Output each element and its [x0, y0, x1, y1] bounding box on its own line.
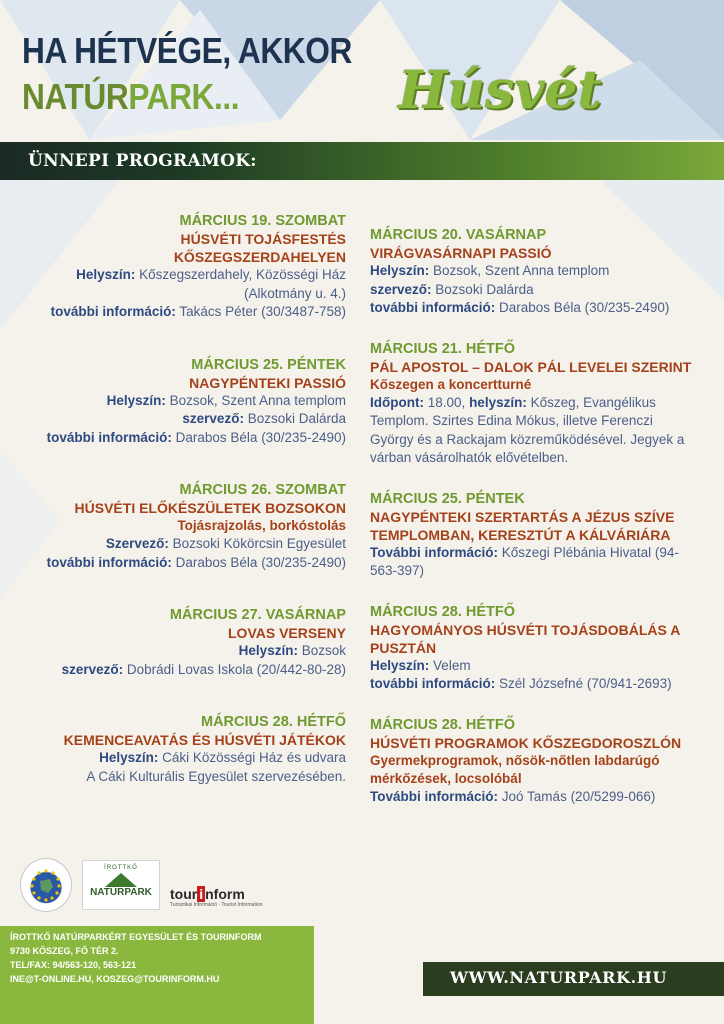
- headline-line2: [22, 76, 239, 118]
- event-title: HÚSVÉTI TOJÁSFESTÉS: [180, 231, 346, 247]
- event-title: HAGYOMÁNYOS HÚSVÉTI TOJÁSDOBÁLÁS A PUSZTÁN: [370, 621, 680, 656]
- event-value: Darabos Béla (30/235-2490): [175, 429, 346, 445]
- event-line: [370, 788, 700, 807]
- event-value: Kőszegszerdahely, Közösségi Ház: [139, 267, 346, 282]
- event-title: VIRÁGVASÁRNAPI PASSIÓ: [370, 245, 552, 261]
- event-date: MÁRCIUS 21. HÉTFŐ: [370, 340, 516, 357]
- event: [370, 226, 700, 318]
- event-value: Bozsoki Dalárda: [435, 281, 534, 297]
- event: [30, 713, 346, 786]
- event-title: PÁL APOSTOL – DALOK PÁL LEVELEI SZERINT: [370, 358, 692, 375]
- footer-phone: TEL/FAX: 94/563-120, 563-121: [10, 960, 137, 970]
- event-value: Kőszegi Plébánia Hivatal (94-563-397): [370, 544, 679, 578]
- event-value: Cáki Közösségi Ház és udvara: [162, 750, 346, 765]
- event-value: (Alkotmány u. 4.): [243, 285, 346, 301]
- event: [30, 481, 346, 572]
- event-line: [370, 657, 700, 676]
- event: [370, 603, 700, 694]
- tourinform-part: nform: [205, 886, 245, 902]
- event-value: Takács Péter (30/3487-758): [179, 304, 346, 319]
- event-key: Helyszín:: [99, 750, 159, 765]
- event-line: [30, 661, 346, 680]
- event-title: KEMENCEAVATÁS ÉS HÚSVÉTI JÁTÉKOK: [63, 732, 346, 748]
- event-date: MÁRCIUS 28. HÉTFŐ: [370, 716, 516, 733]
- event-subtitle: Kőszegen a koncertturné: [370, 376, 532, 392]
- event-key: Szervező:: [105, 536, 169, 551]
- event: [30, 606, 346, 679]
- event-value: Joó Tamás (20/5299-066): [501, 788, 656, 804]
- event-value: Bozsok, Szent Anna templom: [433, 263, 610, 278]
- event-date: MÁRCIUS 25. PÉNTEK: [370, 490, 525, 507]
- tourinform-part: tour: [170, 886, 198, 902]
- event-value: Velem: [433, 657, 471, 673]
- tourinform-i: i: [199, 886, 204, 902]
- event-line: [370, 281, 700, 300]
- headline-line1: HA HÉTVÉGE, AKKOR: [22, 30, 352, 71]
- event-key: Helyszín:: [106, 392, 166, 408]
- event: [370, 716, 700, 807]
- event-subtitle: Tojásrajzolás, borkóstolás: [177, 518, 346, 533]
- event-key: Helyszín:: [238, 643, 298, 658]
- event-value: Darabos Béla (30/235-2490): [175, 554, 346, 570]
- event-paragraph: [370, 394, 700, 468]
- headline-natur: NATÚR: [22, 76, 129, 117]
- programs-band-label: ÜNNEPI PROGRAMOK:: [28, 151, 257, 171]
- event-date: MÁRCIUS 19. SZOMBAT: [179, 213, 346, 229]
- event-title: HÚSVÉTI PROGRAMOK KŐSZEGDOROSZLÓN: [370, 734, 682, 751]
- event-key: további információ:: [50, 304, 176, 319]
- event-line: [30, 768, 346, 787]
- event: [30, 212, 346, 322]
- event-line: [370, 299, 700, 318]
- event: [370, 490, 700, 581]
- event: [30, 356, 346, 448]
- footer-email: INE@T-ONLINE.HU, KOSZEG@TOURINFORM.HU: [10, 974, 220, 984]
- event-key: szervező:: [370, 281, 432, 297]
- event-date: MÁRCIUS 26. SZOMBAT: [179, 482, 346, 498]
- event-line: [370, 675, 700, 694]
- event-line: [370, 544, 700, 581]
- event-value: Kőszeg, Evangélikus Templom. Szirtes Edina Mókus, illetve Ferenczi György és a Rackajam közreműködésével. Jegyek a várban vásárolhatók elővételben.: [370, 394, 685, 465]
- event-key: további információ:: [370, 300, 496, 315]
- event-date: MÁRCIUS 27. VASÁRNAP: [169, 607, 346, 623]
- right-column: [370, 226, 700, 828]
- tourinform-tagline: Turisztikai Információ · Tourist Information: [170, 902, 263, 908]
- husvet-title: Húsvét: [398, 60, 602, 121]
- event: [370, 340, 700, 468]
- logo-name: NATÚRPARK: [90, 887, 152, 898]
- tourinform-wordmark: [170, 886, 256, 902]
- footer-address: 9730 KŐSZEG, FŐ TÉR 2.: [10, 946, 119, 956]
- left-column: [30, 212, 346, 820]
- event-key: helyszín:: [469, 394, 527, 410]
- event-value: Bozsok: [301, 643, 346, 658]
- event-subtitle: Gyermekprogramok, nősök-nőtlen labdarúgó mérkőzések, locsolóbál: [370, 752, 660, 786]
- event-value: Bozsoki Dalárda: [247, 411, 346, 426]
- event-key: szervező:: [61, 661, 124, 677]
- event-title: NAGYPÉNTEKI SZERTARTÁS A JÉZUS SZÍVE TEMPLOMBAN, KERESZTÚT A KÁLVÁRIÁRA: [370, 508, 675, 543]
- footer-contact: [10, 930, 262, 986]
- logo-tiny-text: ÍROTTKŐ: [104, 865, 138, 871]
- event-key: Helyszín:: [370, 263, 430, 278]
- event-line: [30, 266, 346, 285]
- event-title: KŐSZEGSZERDAHELYEN: [173, 249, 346, 265]
- event-line: [30, 410, 346, 429]
- event-date: MÁRCIUS 28. HÉTFŐ: [200, 714, 346, 730]
- event-line: [370, 262, 700, 281]
- event-date: MÁRCIUS 28. HÉTFŐ: [370, 603, 516, 620]
- event-line: [30, 392, 346, 411]
- event-title: HÚSVÉTI ELŐKÉSZÜLETEK BOZSOKON: [74, 500, 346, 516]
- tourinform-logo: [170, 886, 263, 910]
- event-value: Dobrádi Lovas Iskola (20/442-80-28): [126, 661, 346, 677]
- event-line: [30, 642, 346, 661]
- event-key: további információ:: [370, 676, 496, 691]
- event-value: A Cáki Kulturális Egyesület szervezésében.: [86, 768, 346, 784]
- event-date: MÁRCIUS 20. VASÁRNAP: [370, 227, 547, 243]
- european-charter-logo: [20, 858, 72, 912]
- event-title: NAGYPÉNTEKI PASSIÓ: [189, 374, 346, 391]
- headline-park: PARK...: [128, 76, 240, 117]
- event-key: Időpont:: [370, 394, 424, 410]
- event-date: MÁRCIUS 25. PÉNTEK: [191, 356, 346, 373]
- irottko-naturpark-logo: [82, 860, 160, 910]
- star-ring-icon: [21, 859, 71, 911]
- event-key: További információ:: [370, 544, 499, 560]
- event-line: [30, 535, 346, 554]
- event-title: LOVAS VERSENY: [228, 625, 346, 641]
- event-value: 18.00,: [427, 394, 466, 410]
- event-line: [30, 749, 346, 768]
- event-line: [30, 285, 346, 304]
- website-link[interactable]: WWW.NATURPARK.HU: [450, 968, 668, 987]
- mountain-icon: [105, 873, 137, 887]
- event-key: szervező:: [182, 411, 244, 426]
- footer-org: ÍROTTKŐ NATÚRPARKÉRT EGYESÜLET ÉS TOURINFORM: [10, 932, 262, 942]
- event-line: [30, 303, 346, 322]
- event-value: Bozsoki Kökörcsin Egyesület: [172, 536, 346, 551]
- event-key: Helyszín:: [76, 267, 136, 282]
- event-line: [30, 554, 346, 573]
- event-value: Darabos Béla (30/235-2490): [499, 300, 670, 315]
- event-key: Helyszín:: [370, 657, 430, 673]
- event-value: Bozsok, Szent Anna templom: [169, 392, 346, 408]
- event-key: további információ:: [46, 429, 172, 445]
- event-value: Szél Józsefné (70/941-2693): [499, 676, 672, 691]
- event-line: [30, 429, 346, 448]
- event-key: további információ:: [46, 554, 172, 570]
- event-key: További információ:: [370, 788, 499, 804]
